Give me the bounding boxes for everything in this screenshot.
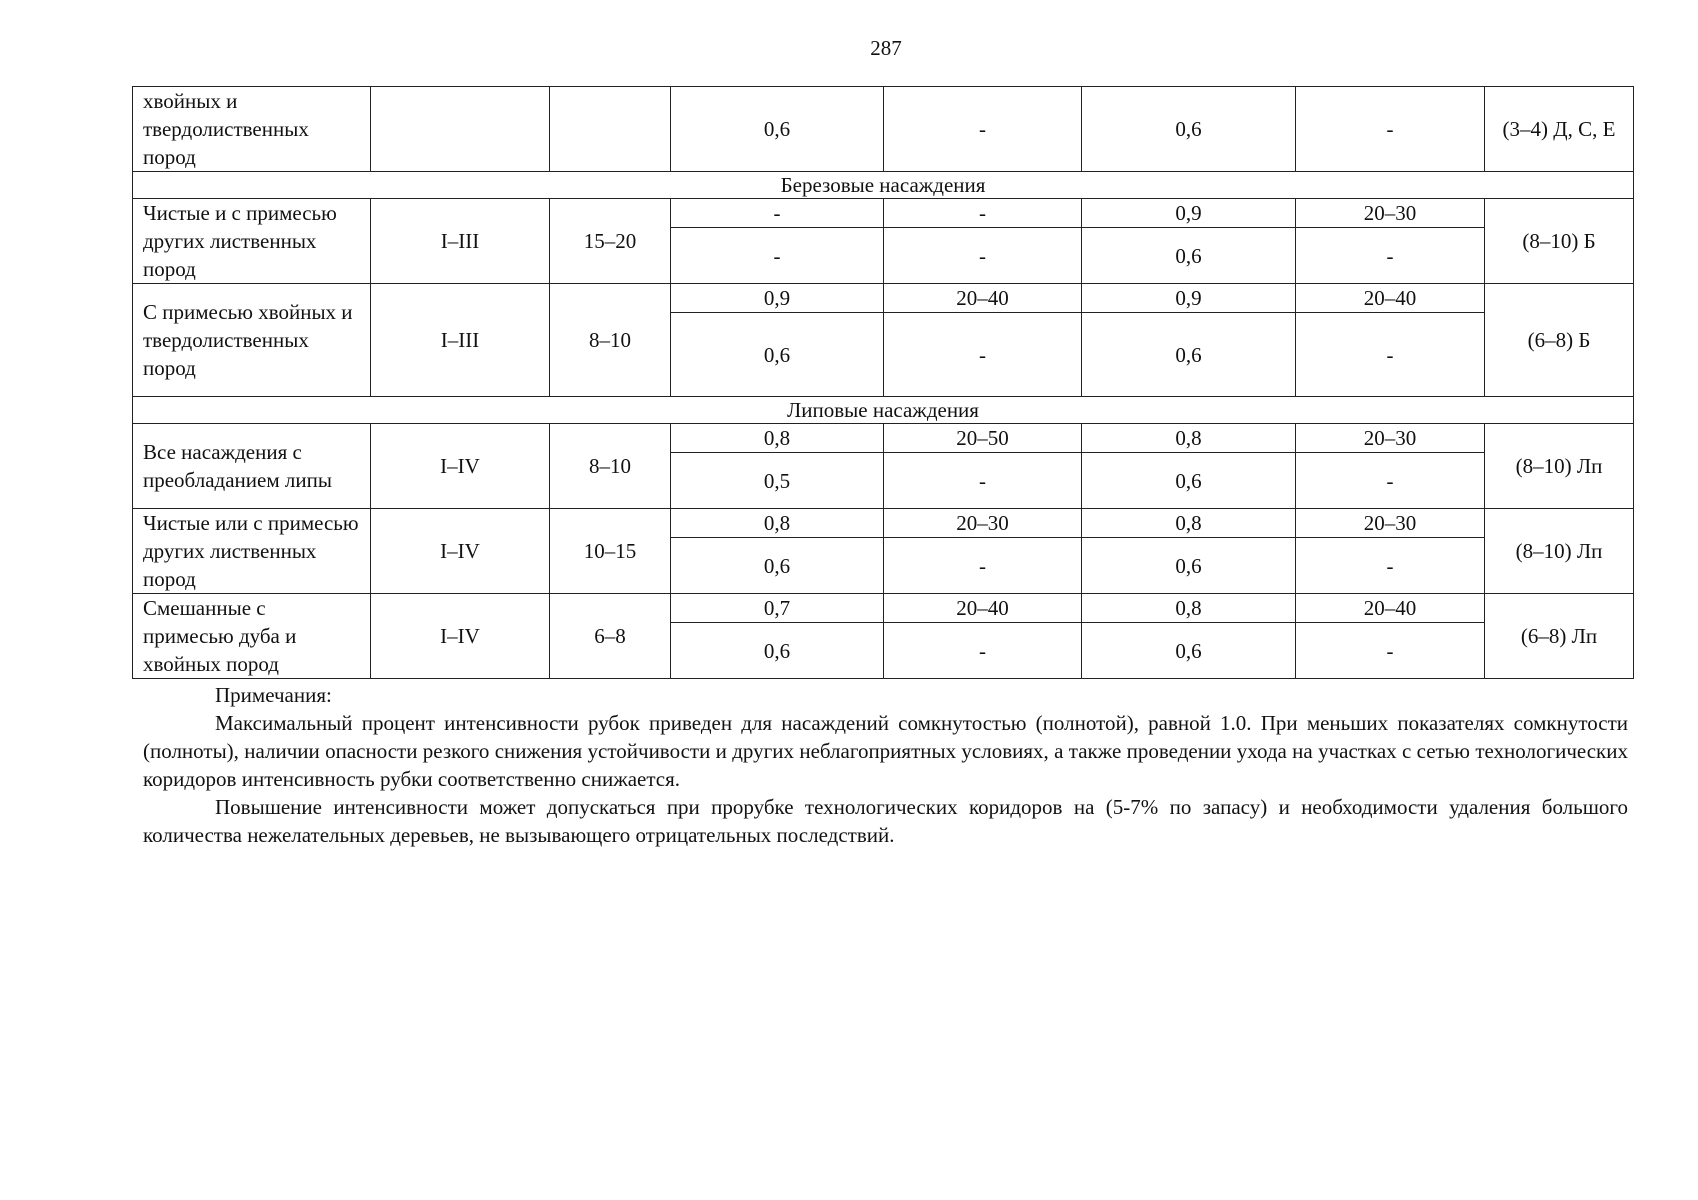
forestry-table [132,86,1634,679]
value-cell: - [884,623,1082,679]
result-cell: (8–10) Лп [1485,424,1634,509]
bonitet-cell: I–III [371,284,550,397]
value-cell: - [884,199,1082,228]
value-cell: 0,8 [1082,424,1296,453]
stand-description: хвойных и твердолиственных пород [133,87,371,172]
value-cell: 0,6 [1082,453,1296,509]
value-cell: - [1296,538,1485,594]
value-cell: - [884,313,1082,397]
section-title: Березовые насаждения [133,172,1634,199]
table-row [133,199,1634,228]
note-paragraph: Максимальный процент интенсивности рубок приведен для насаждений сомкнутостью (полнотой), равной 1.0. При меньших показателях сомкнутости (полноты), наличии опасности резкого снижения устойчивости и других неблагоприятных условиях, а также проведении ухода на участках с сетью технологических коридоров интенсивность рубки соответственно снижается. [143,711,1628,791]
result-cell: (6–8) Лп [1485,594,1634,679]
value-cell: 0,6 [1082,623,1296,679]
value-cell: 0,6 [1082,228,1296,284]
value-cell: 0,6 [671,87,884,172]
value-cell: 0,7 [671,594,884,623]
value-cell: 0,8 [671,424,884,453]
value-cell: 0,6 [1082,313,1296,397]
bonitet-cell [371,87,550,172]
value-cell: - [1296,623,1485,679]
value-cell: 20–40 [884,594,1082,623]
value-cell: 0,6 [1082,538,1296,594]
age-cell: 6–8 [550,594,671,679]
value-cell: 20–40 [1296,284,1485,313]
value-cell: 20–50 [884,424,1082,453]
value-cell: - [671,199,884,228]
value-cell: - [884,453,1082,509]
value-cell: 0,6 [671,313,884,397]
notes-block [143,681,1628,849]
value-cell: 20–40 [1296,594,1485,623]
value-cell: 20–30 [884,509,1082,538]
stand-description: Чистые и с примесью других лиственных пород [133,199,371,284]
bonitet-cell: I–IV [371,424,550,509]
value-cell: - [884,87,1082,172]
value-cell: - [1296,228,1485,284]
value-cell: - [1296,87,1485,172]
bonitet-cell: I–IV [371,509,550,594]
stand-description: Все насаждения с преобладанием липы [133,424,371,509]
value-cell: 0,9 [1082,199,1296,228]
value-cell: 20–30 [1296,199,1485,228]
value-cell: 0,8 [671,509,884,538]
value-cell: 0,8 [1082,509,1296,538]
table-row [133,87,1634,172]
value-cell: 0,8 [1082,594,1296,623]
age-cell: 10–15 [550,509,671,594]
section-row [133,397,1634,424]
result-cell: (3–4) Д, С, Е [1485,87,1634,172]
value-cell: 0,6 [671,538,884,594]
table-row [133,594,1634,623]
stand-description: Смешанные с примесью дуба и хвойных пород [133,594,371,679]
table-row [133,284,1634,313]
value-cell: 0,9 [671,284,884,313]
section-title: Липовые насаждения [133,397,1634,424]
value-cell: - [884,228,1082,284]
value-cell: 20–30 [1296,509,1485,538]
value-cell: - [1296,313,1485,397]
stand-description: С примесью хвойных и твердолиственных пород [133,284,371,397]
result-cell: (8–10) Лп [1485,509,1634,594]
value-cell: 0,9 [1082,284,1296,313]
value-cell: 0,6 [671,623,884,679]
table-row [133,509,1634,538]
value-cell: - [671,228,884,284]
table-row [133,424,1634,453]
stand-description: Чистые или с примесью других лиственных пород [133,509,371,594]
age-cell: 15–20 [550,199,671,284]
value-cell: 20–40 [884,284,1082,313]
section-row [133,172,1634,199]
value-cell: 0,5 [671,453,884,509]
value-cell: 0,6 [1082,87,1296,172]
age-cell: 8–10 [550,284,671,397]
bonitet-cell: I–III [371,199,550,284]
age-cell: 8–10 [550,424,671,509]
value-cell: 20–30 [1296,424,1485,453]
page-number: 287 [870,36,902,60]
value-cell: - [884,538,1082,594]
note-paragraph: Повышение интенсивности может допускаться при прорубке технологических коридоров на (5-7% по запасу) и необходимости удаления большого количества нежелательных деревьев, не вызывающего отрицательных последствий. [143,795,1628,847]
notes-title: Примечания: [215,683,332,707]
result-cell: (6–8) Б [1485,284,1634,397]
bonitet-cell: I–IV [371,594,550,679]
age-cell [550,87,671,172]
result-cell: (8–10) Б [1485,199,1634,284]
value-cell: - [1296,453,1485,509]
